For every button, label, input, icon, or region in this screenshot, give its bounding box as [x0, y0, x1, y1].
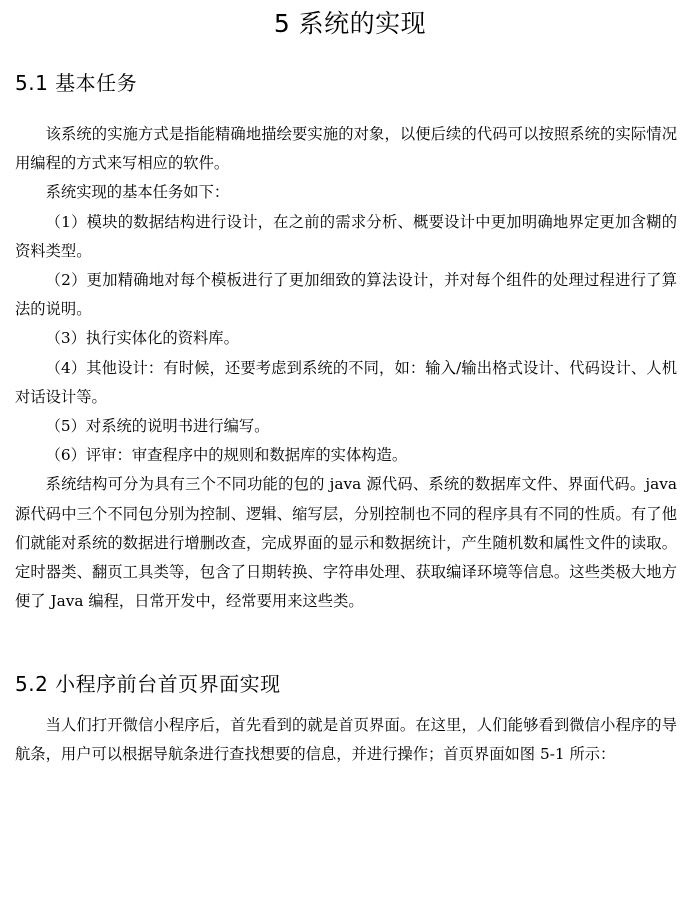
list-item-task-1: （1）模块的数据结构进行设计，在之前的需求分析、概要设计中更加明确地界定更加含糊的资料类型。: [15, 212, 677, 260]
paragraph-system-structure: 系统结构可分为具有三个不同功能的包的 java 源代码、系统的数据库文件、界面代码。java 源代码中三个不同包分别为控制、逻辑、缩写层，分别控制也不同的程序具有不同的性质。有了他们就能对系统的数据进行增删改查，完成界面的显示和数据统计，产生随机数和属性文件的读取。定时器类、翻页工具类等，包含了日期转换、字符串处理、获取编译环境等信息。这些类极大地方便了 Java 编程，日常开发中，经常要用来这些类。: [15, 475, 677, 611]
list-item-task-4: （4）其他设计：有时候，还要考虑到系统的不同，如：输入/输出格式设计、代码设计、人机对话设计等。: [15, 358, 677, 406]
list-item-task-6: （6）评审：审查程序中的规则和数据库的实体构造。: [45, 446, 408, 465]
paragraph-intro: 该系统的实施方式是指能精确地描绘要实施的对象，以便后续的代码可以按照系统的实际情况用编程的方式来写相应的软件。: [15, 125, 677, 173]
section-heading-5-2: 5.2 小程序前台首页界面实现: [15, 672, 281, 696]
list-item-task-5: （5）对系统的说明书进行编写。: [45, 417, 270, 436]
list-item-task-2: （2）更加精确地对每个模板进行了更加细致的算法设计，并对每个组件的处理过程进行了算法的说明。: [15, 271, 677, 319]
section-5-1-body: [15, 120, 677, 616]
chapter-title: 5 系统的实现: [273, 9, 427, 38]
paragraph-task-intro: 系统实现的基本任务如下：: [45, 183, 230, 202]
section-5-2-body: [15, 711, 677, 769]
list-item-task-3: （3）执行实体化的资料库。: [45, 329, 239, 348]
paragraph-homepage-intro: 当人们打开微信小程序后，首先看到的就是首页界面。在这里，人们能够看到微信小程序的导航条，用户可以根据导航条进行查找想要的信息，并进行操作；首页界面如图 5-1 所示：: [15, 716, 677, 764]
section-heading-5-1: 5.1 基本任务: [15, 71, 138, 95]
